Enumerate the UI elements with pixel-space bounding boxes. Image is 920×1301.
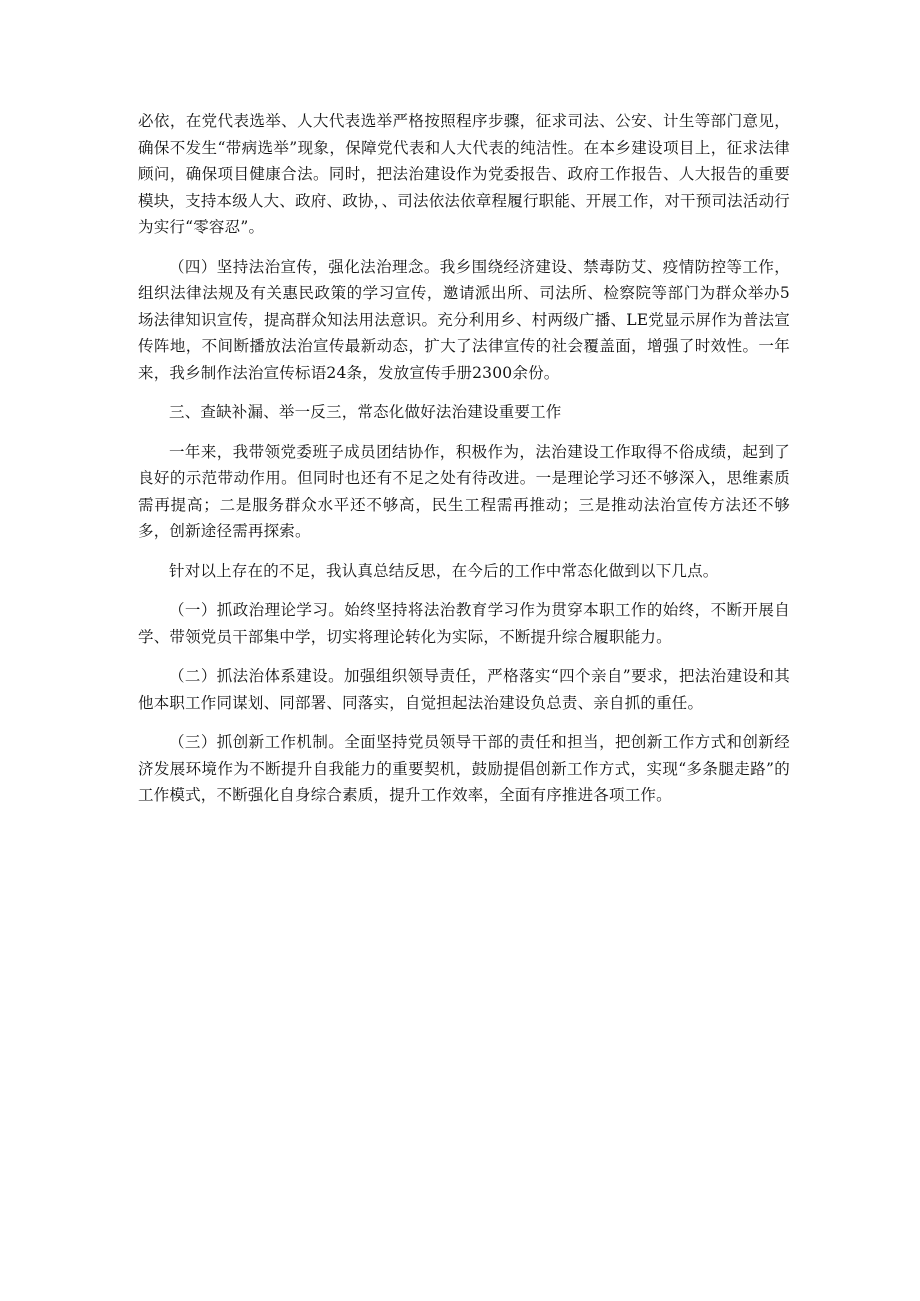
section-heading-three: 三、查缺补漏、举一反三，常态化做好法治建设重要工作: [169, 403, 562, 421]
paragraph-innovation: （三）抓创新工作机制。全面坚持党员领导干部的责任和担当，把创新工作方式和创新经济发展环境作为不断提升自我能力的重要契机，鼓励提倡创新工作方式，实现“多条腿走路”的工作模式，不断强化自身综合素质，提升工作效率，全面有序推进各项工作。: [138, 733, 790, 804]
paragraph-continuation: 必依，在党代表选举、人大代表选举严格按照程序步骤，征求司法、公安、计生等部门意见，确保不发生“带病选举”现象，保障党代表和人大代表的纯洁性。在本乡建设项目上，征求法律顾问，确保项目健康合法。同时，把法治建设作为党委报告、政府工作报告、人大报告的重要模块，支持本级人大、政府、政协，、司法依法依章程履行职能、开展工作，对干预司法活动行为实行“零容忍”。: [138, 112, 790, 236]
paragraph-reflection: 针对以上存在的不足，我认真总结反思，在今后的工作中常态化做到以下几点。: [169, 561, 719, 580]
paragraph-legal-system: （二）抓法治体系建设。加强组织领导责任，严格落实“四个亲自”要求，把法治建设和其他本职工作同谋划、同部署、同落实，自觉担起法治建设负总责、亲自抓的重任。: [138, 667, 790, 712]
paragraph-theory-study: （一）抓政治理论学习。始终坚持将法治教育学习作为贯穿本职工作的始终，不断开展自学、带领党员干部集中学，切实将理论转化为实际，不断提升综合履职能力。: [138, 601, 790, 646]
paragraph-legal-publicity: （四）坚持法治宣传，强化法治理念。我乡围绕经济建设、禁毒防艾、疫情防控等工作，组织法律法规及有关惠民政策的学习宣传，邀请派出所、司法所、检察院等部门为群众举办5场法律知识宣传，提高群众知法用法意识。充分利用乡、村两级广播、LE党显示屏作为普法宣传阵地，不间断播放法治宣传最新动态，扩大了法律宣传的社会覆盖面，增强了时效性。一年来，我乡制作法治宣传标语24条，发放宣传手册2300余份。: [138, 257, 790, 382]
paragraph-summary: 一年来，我带领党委班子成员团结协作，积极作为，法治建设工作取得不俗成绩，起到了良好的示范带动作用。但同时也还有不足之处有待改进。一是理论学习还不够深入，思维素质需再提高；二是服务群众水平还不够高，民生工程需再推动；三是推动法治宣传方法还不够多，创新途径需再探索。: [138, 442, 790, 540]
document-body: [138, 108, 790, 809]
